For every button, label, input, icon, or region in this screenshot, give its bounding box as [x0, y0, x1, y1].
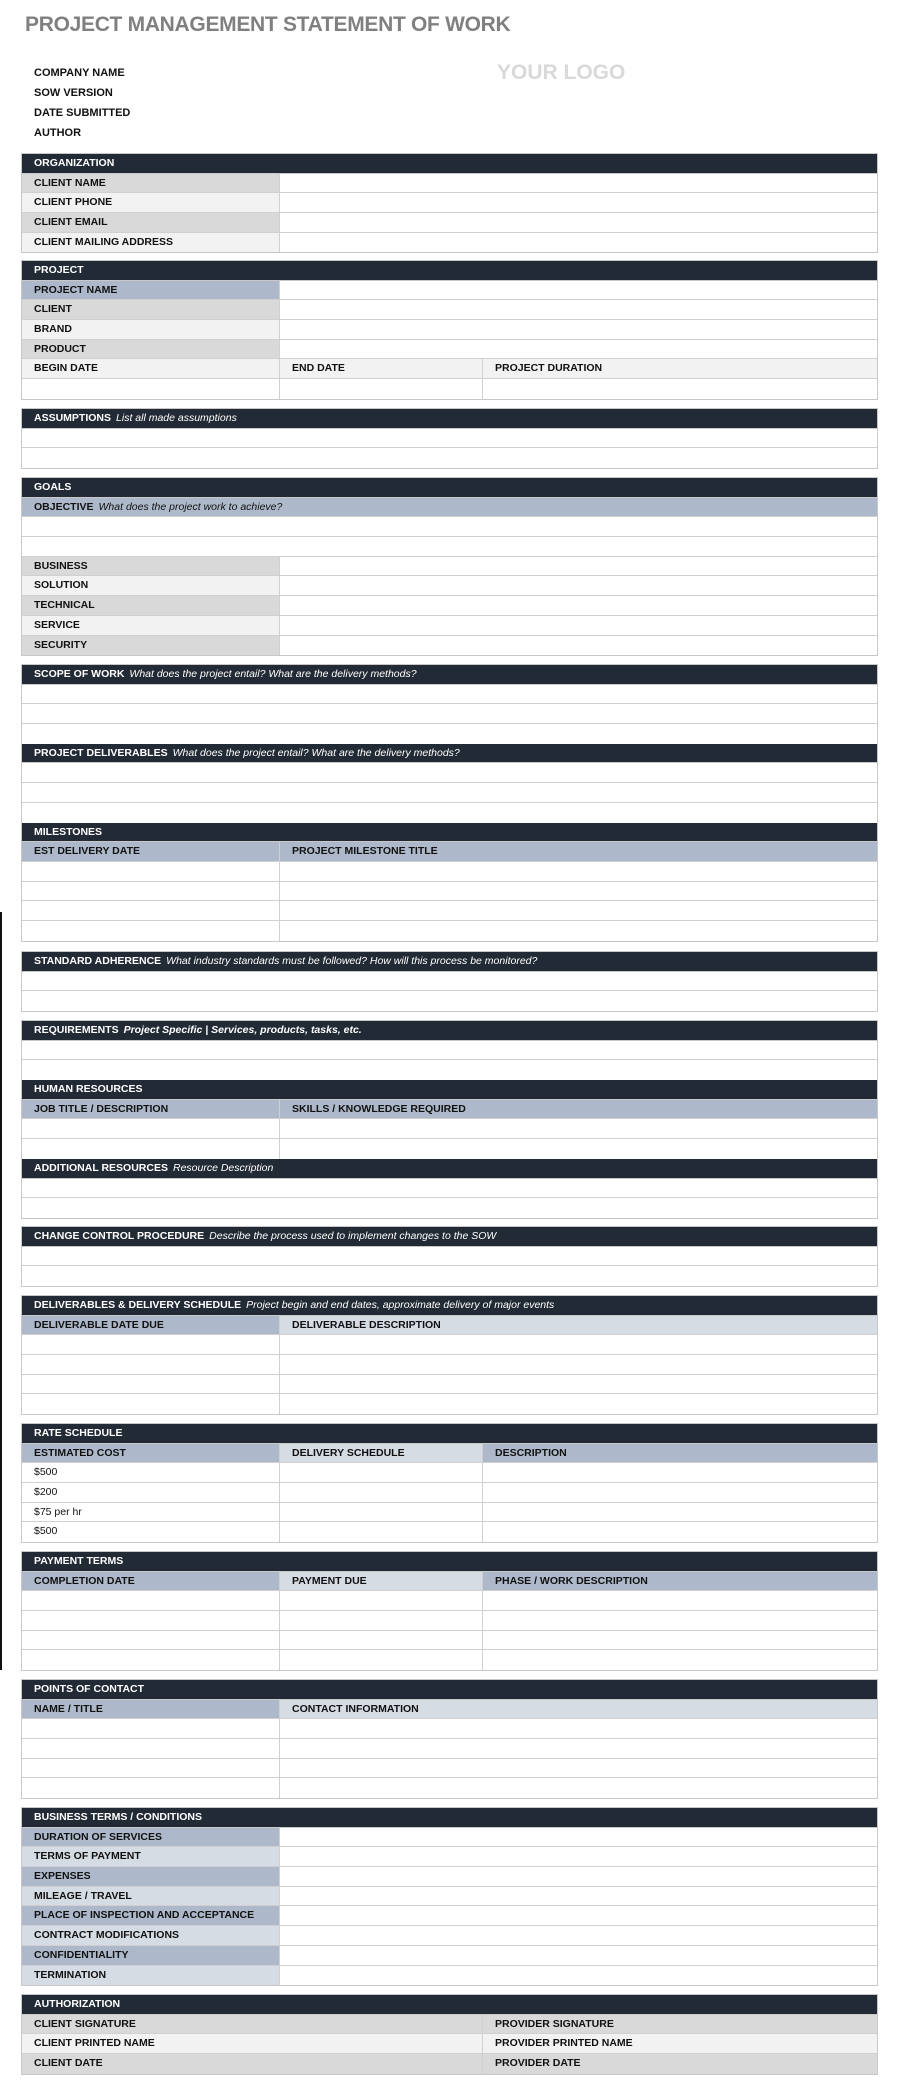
phase-description-field[interactable] — [483, 1611, 877, 1630]
description-cell[interactable] — [483, 1503, 877, 1522]
product-field[interactable] — [280, 340, 877, 359]
objective-subheader: OBJECTIVE What does the project work to achieve? — [34, 500, 283, 513]
term-label: CONFIDENTIALITY — [22, 1946, 280, 1965]
assumptions-section — [21, 408, 878, 469]
job-title-field[interactable] — [22, 1139, 280, 1159]
begin-date-field[interactable] — [22, 379, 280, 399]
section-header: CHANGE CONTROL PROCEDURE Describe the process used to implement changes to the SOW — [22, 1227, 877, 1247]
authorization-section — [21, 1994, 878, 2075]
term-label: PLACE OF INSPECTION AND ACCEPTANCE — [22, 1906, 280, 1925]
project-name-field[interactable] — [280, 281, 877, 300]
change-control-section — [21, 1226, 878, 1287]
term-label: TERMS OF PAYMENT — [22, 1847, 280, 1866]
points-of-contact-section — [21, 1679, 878, 1799]
column-header: DELIVERABLE DATE DUE — [22, 1316, 280, 1335]
provider-date-field[interactable]: PROVIDER DATE — [495, 2057, 581, 2070]
milestone-date-field[interactable] — [22, 921, 280, 941]
column-header: NAME / TITLE — [22, 1700, 280, 1719]
business-terms-section — [21, 1807, 878, 1986]
client-signature-value[interactable] — [280, 2015, 483, 2034]
skills-field[interactable] — [280, 1139, 877, 1159]
contact-info-field[interactable] — [280, 1759, 877, 1778]
company-name-label: COMPANY NAME — [34, 67, 125, 79]
estimated-cost-cell[interactable]: $500 — [22, 1463, 280, 1482]
human-resources-header: HUMAN RESOURCES — [22, 1080, 877, 1100]
end-date-field[interactable] — [280, 379, 483, 399]
deliverable-field[interactable] — [22, 763, 877, 782]
term-field[interactable] — [280, 1966, 877, 1986]
assumption-field[interactable] — [22, 448, 877, 468]
standard-field[interactable] — [22, 991, 877, 1011]
goals-section — [21, 477, 878, 656]
brand-field[interactable] — [280, 320, 877, 339]
estimated-cost-cell[interactable]: $75 per hr — [22, 1503, 280, 1522]
deliverable-date-field[interactable] — [22, 1355, 280, 1374]
logo-placeholder: YOUR LOGO — [497, 61, 626, 84]
change-control-field[interactable] — [22, 1266, 877, 1286]
date-submitted-label: DATE SUBMITTED — [34, 107, 131, 119]
description-cell[interactable] — [483, 1522, 877, 1542]
term-field[interactable] — [280, 1946, 877, 1965]
begin-date-label: BEGIN DATE — [22, 359, 280, 378]
client-phone-field[interactable] — [280, 193, 877, 212]
section-header: AUTHORIZATION — [22, 1995, 877, 2015]
column-header: PROJECT MILESTONE TITLE — [292, 845, 438, 858]
section-header: GOALS — [22, 478, 877, 498]
column-header: COMPLETION DATE — [22, 1572, 280, 1591]
phase-description-field[interactable] — [483, 1650, 877, 1670]
client-address-field[interactable] — [280, 233, 877, 253]
section-header: PROJECT — [22, 261, 877, 281]
column-header: SKILLS / KNOWLEDGE REQUIRED — [292, 1102, 466, 1115]
column-header: PAYMENT DUE — [280, 1572, 483, 1591]
term-field[interactable] — [280, 1906, 877, 1925]
term-label: EXPENSES — [22, 1867, 280, 1886]
section-header: SCOPE OF WORK What does the project entail? What are the delivery methods? — [22, 665, 877, 685]
section-header: PAYMENT TERMS — [22, 1552, 877, 1572]
section-header: BUSINESS TERMS / CONDITIONS — [22, 1808, 877, 1828]
section-header: ASSUMPTIONS List all made assumptions — [22, 409, 877, 429]
payment-due-field[interactable] — [280, 1631, 483, 1650]
change-control-field[interactable] — [22, 1247, 877, 1266]
milestones-header: MILESTONES — [22, 823, 877, 843]
delivery-schedule-cell[interactable] — [280, 1503, 483, 1522]
column-header: DELIVERY SCHEDULE — [280, 1444, 483, 1463]
delivery-schedule-section — [21, 1295, 878, 1415]
payment-due-field[interactable] — [280, 1591, 483, 1610]
milestone-title-field[interactable] — [280, 921, 877, 941]
client-signature-field[interactable]: CLIENT SIGNATURE — [34, 2017, 136, 2030]
client-printed-name-field[interactable]: CLIENT PRINTED NAME — [34, 2037, 155, 2050]
scope-field[interactable] — [22, 685, 877, 704]
section-header: STANDARD ADHERENCE What industry standards must be followed? How will this process be monitored? — [22, 952, 877, 972]
phase-description-field[interactable] — [483, 1631, 877, 1650]
column-header: JOB TITLE / DESCRIPTION — [22, 1100, 280, 1119]
business-goal-field[interactable] — [280, 557, 877, 576]
project-name-label: PROJECT NAME — [22, 281, 280, 300]
deliverable-date-field[interactable] — [22, 1375, 280, 1394]
column-header: EST DELIVERY DATE — [22, 842, 280, 861]
milestone-date-field[interactable] — [22, 882, 280, 901]
deliverables-header: PROJECT DELIVERABLES What does the project entail? What are the delivery methods? — [22, 744, 877, 764]
business-goal-label: BUSINESS — [22, 557, 280, 576]
phase-description-field[interactable] — [483, 1591, 877, 1610]
client-date-field[interactable]: CLIENT DATE — [34, 2057, 103, 2070]
deliverable-date-field[interactable] — [22, 1394, 280, 1414]
project-duration-field[interactable] — [483, 379, 877, 399]
client-email-label: CLIENT EMAIL — [22, 213, 280, 232]
estimated-cost-cell[interactable]: $200 — [22, 1483, 280, 1502]
contact-name-field[interactable] — [22, 1719, 280, 1738]
rate-schedule-section — [21, 1423, 878, 1543]
assumption-field[interactable] — [22, 429, 877, 448]
client-printed-name-value[interactable] — [280, 2034, 483, 2053]
contact-name-field[interactable] — [22, 1759, 280, 1778]
contact-info-field[interactable] — [280, 1778, 877, 1798]
technical-goal-field[interactable] — [280, 596, 877, 615]
contact-info-field[interactable] — [280, 1719, 877, 1738]
description-cell[interactable] — [483, 1463, 877, 1482]
description-cell[interactable] — [483, 1483, 877, 1502]
skills-field[interactable] — [280, 1119, 877, 1138]
estimated-cost-cell[interactable]: $500 — [22, 1522, 280, 1542]
resource-field[interactable] — [22, 1198, 877, 1218]
brand-label: BRAND — [22, 320, 280, 339]
column-header: ESTIMATED COST — [22, 1444, 280, 1463]
client-label: CLIENT — [22, 300, 280, 319]
completion-date-field[interactable] — [22, 1611, 280, 1630]
section-header: POINTS OF CONTACT — [22, 1680, 877, 1700]
contact-name-field[interactable] — [22, 1739, 280, 1758]
payment-due-field[interactable] — [280, 1611, 483, 1630]
service-goal-label: SERVICE — [22, 616, 280, 635]
requirements-section — [21, 1020, 878, 1219]
column-header: DELIVERABLE DESCRIPTION — [280, 1316, 877, 1335]
solution-goal-label: SOLUTION — [22, 576, 280, 595]
section-header: DELIVERABLES & DELIVERY SCHEDULE Project begin and end dates, approximate delivery of major events — [22, 1296, 877, 1316]
client-phone-label: CLIENT PHONE — [22, 193, 280, 212]
project-duration-label: PROJECT DURATION — [495, 362, 603, 375]
resource-field[interactable] — [22, 1179, 877, 1198]
completion-date-field[interactable] — [22, 1631, 280, 1650]
client-address-label: CLIENT MAILING ADDRESS — [22, 233, 280, 253]
milestone-title-field[interactable] — [280, 901, 877, 920]
scope-field[interactable] — [22, 724, 877, 744]
scope-field[interactable] — [22, 704, 877, 723]
term-field[interactable] — [280, 1867, 877, 1886]
milestone-date-field[interactable] — [22, 901, 280, 920]
term-label: DURATION OF SERVICES — [22, 1828, 280, 1847]
author-label: AUTHOR — [34, 127, 82, 139]
delivery-schedule-cell[interactable] — [280, 1463, 483, 1482]
delivery-schedule-cell[interactable] — [280, 1522, 483, 1542]
milestone-title-field[interactable] — [280, 862, 877, 881]
product-label: PRODUCT — [22, 340, 280, 359]
client-email-field[interactable] — [280, 213, 877, 232]
objective-field[interactable] — [22, 517, 877, 536]
standard-field[interactable] — [22, 972, 877, 991]
technical-goal-label: TECHNICAL — [22, 596, 280, 615]
sow-version-label: SOW VERSION — [34, 87, 113, 99]
deliverable-description-field[interactable] — [280, 1335, 877, 1354]
requirement-field[interactable] — [22, 1060, 877, 1080]
term-field[interactable] — [280, 1926, 877, 1945]
term-label: TERMINATION — [22, 1966, 280, 1986]
term-label: CONTRACT MODIFICATIONS — [22, 1926, 280, 1945]
provider-signature-field[interactable]: PROVIDER SIGNATURE — [495, 2017, 614, 2030]
security-goal-label: SECURITY — [22, 636, 280, 656]
deliverable-description-field[interactable] — [280, 1394, 877, 1414]
section-header: ORGANIZATION — [22, 154, 877, 174]
deliverable-date-field[interactable] — [22, 1335, 280, 1354]
payment-terms-section — [21, 1551, 878, 1671]
page-title: PROJECT MANAGEMENT STATEMENT OF WORK — [25, 13, 511, 36]
project-section — [21, 260, 878, 400]
payment-due-field[interactable] — [280, 1650, 483, 1670]
completion-date-field[interactable] — [22, 1650, 280, 1670]
standard-adherence-section — [21, 951, 878, 1012]
deliverable-field[interactable] — [22, 803, 877, 823]
provider-printed-name-field[interactable]: PROVIDER PRINTED NAME — [495, 2037, 633, 2050]
security-goal-field[interactable] — [280, 636, 877, 656]
column-header: PHASE / WORK DESCRIPTION — [483, 1572, 877, 1591]
client-name-field[interactable] — [280, 174, 877, 193]
deliverable-description-field[interactable] — [280, 1375, 877, 1394]
contact-info-field[interactable] — [280, 1739, 877, 1758]
milestone-title-field[interactable] — [280, 882, 877, 901]
service-goal-field[interactable] — [280, 616, 877, 635]
scope-section — [21, 664, 878, 942]
section-header: REQUIREMENTS Project Specific | Services, products, tasks, etc. — [22, 1021, 877, 1041]
section-header: RATE SCHEDULE — [22, 1424, 877, 1444]
contact-name-field[interactable] — [22, 1778, 280, 1798]
column-header: DESCRIPTION — [483, 1444, 877, 1463]
solution-goal-field[interactable] — [280, 576, 877, 595]
requirement-field[interactable] — [22, 1041, 877, 1060]
deliverable-field[interactable] — [22, 783, 877, 802]
end-date-label: END DATE — [280, 359, 483, 378]
left-edge-line — [0, 912, 2, 1670]
column-header: CONTACT INFORMATION — [280, 1700, 877, 1719]
delivery-schedule-cell[interactable] — [280, 1483, 483, 1502]
objective-field[interactable] — [22, 537, 877, 556]
term-label: MILEAGE / TRAVEL — [22, 1887, 280, 1906]
term-field[interactable] — [280, 1847, 877, 1866]
completion-date-field[interactable] — [22, 1591, 280, 1610]
client-name-label: CLIENT NAME — [22, 174, 280, 193]
job-title-field[interactable] — [22, 1119, 280, 1138]
client-field[interactable] — [280, 300, 877, 319]
client-date-value[interactable] — [280, 2054, 483, 2074]
term-field[interactable] — [280, 1828, 877, 1847]
organization-section — [21, 153, 878, 253]
milestone-date-field[interactable] — [22, 862, 280, 881]
additional-resources-header: ADDITIONAL RESOURCES Resource Description — [22, 1159, 877, 1179]
deliverable-description-field[interactable] — [280, 1355, 877, 1374]
term-field[interactable] — [280, 1887, 877, 1906]
